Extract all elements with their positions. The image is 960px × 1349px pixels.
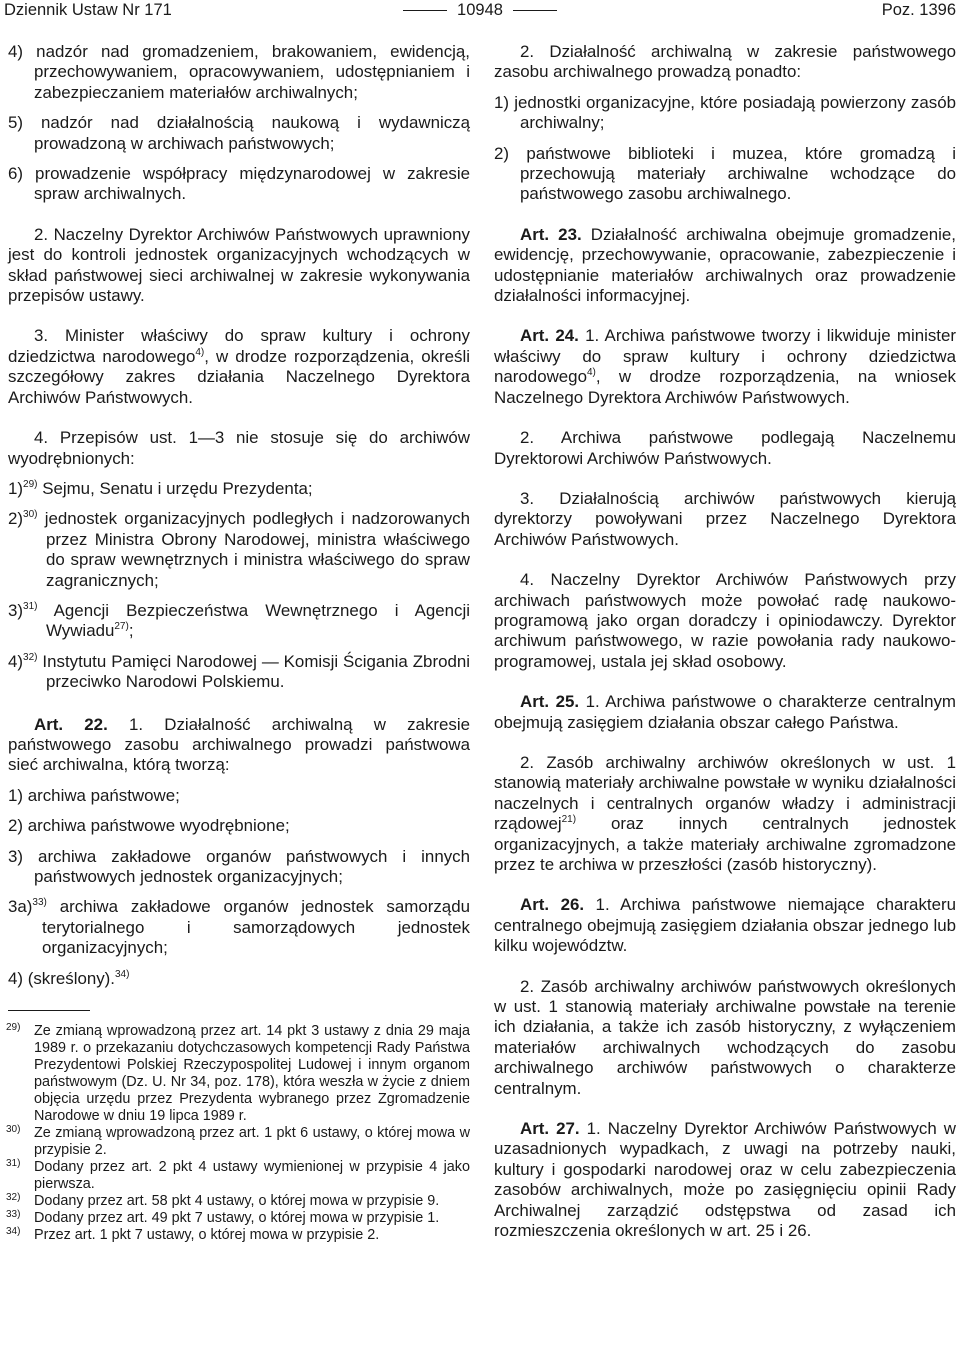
footnote-mark: 32)	[6, 1192, 21, 1204]
paragraph: 2. Zasób archiwalny archiwów państwowych określonych w ust. 1 stanowią materiały archiwalne powstałe na terenie ich działania, a także ich zasób historyczny, z wyłączeniem materiałów archiwalnych wchodzących do zasobu archiwalnego archiwów państwowych o charakterze centralnym.	[494, 976, 956, 1098]
footnote-ref: 34)	[115, 968, 130, 980]
paragraph-text: 2. Zasób archiwalny archiwów określonych w ust. 1 stanowią materiały archiwalne powstałe w wyniku działalności naczelnych i centralnych organów władzy i administracji rządowej	[494, 752, 956, 834]
footnote-mark: 29)	[6, 1022, 21, 1034]
footnote	[8, 1159, 470, 1193]
footnote	[8, 1210, 470, 1227]
footnote-ref: 29)	[23, 478, 38, 490]
article-title: Art. 25.	[520, 692, 580, 712]
article-title: Art. 22.	[34, 714, 108, 734]
list-item: 2) archiwa państwowe wyodrębnione;	[8, 816, 290, 836]
left-column	[8, 42, 470, 1244]
item-text: Sejmu, Senatu i urzędu Prezydenta;	[42, 478, 313, 498]
list-item: 5) nadzór nad działalnością naukową i wydawniczą prowadzoną w archiwach państwowych;	[8, 113, 470, 153]
journal-title: Dziennik Ustaw Nr 171	[4, 1, 172, 19]
footnotes	[8, 1023, 470, 1244]
item-text: ;	[128, 621, 134, 641]
paragraph-text: , w drodze rozporządzenia, określi szczegółowy zakres działania Naczelnego Dyrektora Archiwów Państwowych.	[8, 346, 470, 407]
list-item	[8, 601, 470, 642]
footnote-mark: 33)	[6, 1209, 21, 1221]
article-text: 1. Naczelny Dyrektor Archiwów Państwowych w uzasadnionych wypadkach, z uwagi na potrzeby nauki, kultury i gospodarki narodowej oraz w celu zabezpieczenia zasobów archiwalnych, może po zasięgnięciu opinii Rady Archiwalnej zarządzić odstępstwa od zasad ich rozmieszczenia określonych w art. 25 i 26.	[494, 1119, 957, 1241]
article-title: Art. 24.	[520, 326, 579, 346]
footnote-ref: 21)	[561, 814, 577, 826]
article-title: Art. 27.	[520, 1119, 580, 1139]
footnote-ref: 4)	[586, 367, 596, 379]
footnote-mark: 30)	[6, 1124, 21, 1136]
article-paragraph	[494, 692, 956, 733]
list-item	[8, 652, 470, 693]
paragraph	[494, 753, 956, 875]
article-paragraph	[494, 895, 956, 956]
footnote-text: Ze zmianą wprowadzoną przez art. 14 pkt 3 ustawy z dnia 29 maja 1989 r. o przekazaniu dotychczasowych kompetencji Rady Państwa Prezydentowi Polskiej Rzeczypospolitej Ludowej i innym organom państwowym (Dz. U. Nr 34, poz. 178), która weszła w życie z dniem objęcia urzędu przez Prezydenta wybranego przez Zgromadzenie Narodowe w dniu 19 lipca 1989 r.	[34, 1023, 470, 1125]
footnote-ref: 31)	[23, 600, 38, 612]
article-title: Art. 23.	[520, 224, 582, 244]
article-text: Działalność archiwalna obejmuje gromadzenie, ewidencję, przechowywanie, opracowanie, zabezpieczenie i udostępnianie materiałów archiwalnych oraz prowadzenie działalności informacyjnej.	[494, 224, 956, 306]
footnote-ref: 32)	[23, 651, 38, 663]
item-number: 2)	[8, 509, 24, 529]
footnote-text: Dodany przez art. 58 pkt 4 ustawy, o której mowa w przypisie 9.	[34, 1193, 440, 1210]
footnote-text: Ze zmianą wprowadzoną przez art. 1 pkt 6 ustawy, o której mowa w przypisie 2.	[34, 1125, 470, 1159]
footnote-ref: 30)	[23, 509, 38, 521]
paragraph: 2. Naczelny Dyrektor Archiwów Państwowych uprawniony jest do kontroli jednostek organizacyjnych wchodzących w skład państwowej sieci archiwalnej w zakresie wykonywania przepisów ustawy.	[8, 224, 470, 306]
item-text: Instytutu Pamięci Narodowej — Komisji Ścigania Zbrodni przeciwko Narodowi Polskiemu.	[42, 651, 471, 692]
paragraph: 4. Przepisów ust. 1—3 nie stosuje się do archiwów wyodrębnionych:	[8, 428, 470, 468]
item-text: Agencji Bezpieczeństwa Wewnętrznego i Agencji Wywiadu	[46, 600, 470, 641]
article-text: 1. Archiwa państwowe tworzy i likwiduje minister właściwy do spraw kultury i ochrony dziedzictwa narodowego	[494, 326, 956, 387]
article-text: 1. Archiwa państwowe o charakterze centralnym obejmują zasięgiem działania obszar całego Państwa.	[494, 692, 956, 732]
article-text: 1. Działalność archiwalną w zakresie państwowego zasobu archiwalnego prowadzi państwowa sieć archiwalna, którą tworzą:	[8, 714, 471, 775]
paragraph	[8, 326, 470, 408]
paragraph-text: oraz innych centralnych jednostek organizacyjnych, a także materiały archiwalne zgromadzone przez te archiwa w przeszłości (zasób historyczny).	[494, 814, 956, 874]
running-header	[4, 0, 956, 30]
dash-right	[513, 10, 557, 11]
list-item	[8, 479, 470, 499]
position-number: Poz. 1396	[881, 1, 956, 19]
article-text: , w drodze rozporządzenia, na wniosek Naczelnego Dyrektora Archiwów Państwowych.	[494, 367, 956, 407]
footnote	[8, 1227, 470, 1244]
list-item: 2) państwowe biblioteki i muzea, które gromadzą i przechowują materiały archiwalne wchodzące do państwowego zasobu archiwalnego.	[494, 143, 956, 204]
item-text: archiwa zakładowe organów jednostek samorządu terytorialnego i samorządowych jednostek organizacyjnych;	[42, 897, 470, 958]
article-paragraph	[8, 715, 470, 776]
footnote-mark: 34)	[6, 1226, 21, 1238]
list-item	[8, 897, 470, 958]
footnote	[8, 1125, 470, 1159]
item-text: 4) (skreślony).	[8, 968, 115, 988]
footnote-ref: 27)	[114, 621, 129, 633]
item-number: 3a)	[8, 897, 33, 917]
paragraph: 2. Działalność archiwalną w zakresie państwowego zasobu archiwalnego prowadzą ponadto:	[494, 42, 956, 82]
footnote-ref: 4)	[195, 346, 205, 358]
list-item: 6) prowadzenie współpracy międzynarodowej w zakresie spraw archiwalnych.	[8, 164, 470, 204]
list-item: 1) archiwa państwowe;	[8, 785, 180, 805]
article-paragraph	[494, 225, 956, 307]
paragraph: 3. Działalnością archiwów państwowych kierują dyrektorzy powoływani przez Naczelnego Dyrektora Archiwów Państwowych.	[494, 488, 956, 549]
right-column	[494, 42, 956, 1242]
footnote	[8, 1193, 470, 1210]
article-title: Art. 26.	[520, 895, 585, 915]
list-item	[8, 509, 470, 591]
footnote-text: Przez art. 1 pkt 7 ustawy, o której mowa w przypisie 2.	[34, 1227, 380, 1244]
article-paragraph	[494, 326, 956, 408]
list-item: 4) nadzór nad gromadzeniem, brakowaniem, ewidencją, przechowywaniem, opracowywaniem, udostępnianiem i zabezpieczaniem materiałów archiwalnych;	[8, 42, 470, 102]
item-number: 4)	[8, 651, 24, 671]
footnote	[8, 1023, 470, 1125]
footnote-ref: 33)	[32, 897, 47, 909]
page-number-block	[4, 0, 956, 20]
item-number: 1)	[8, 478, 24, 498]
item-text: jednostek organizacyjnych podległych i nadzorowanych przez Ministra Obrony Narodowej, ministra właściwego do spraw wewnętrznych i ministra właściwego do spraw zagranicznych;	[44, 509, 470, 590]
item-number: 3)	[8, 600, 24, 620]
list-item: 3) archiwa zakładowe organów państwowych i innych państwowych jednostek organizacyjnych;	[8, 846, 470, 886]
article-paragraph	[494, 1119, 956, 1241]
footnote-text: Dodany przez art. 2 pkt 4 ustawy wymienionej w przypisie 4 jako pierwsza.	[34, 1159, 470, 1193]
dash-left	[403, 10, 447, 11]
paragraph: 4. Naczelny Dyrektor Archiwów Państwowych przy archiwach państwowych może powołać radę naukowo-programową jako organ doradczy i opiniodawczy. Dyrektor archiwum państwowego, w razie powołania rady naukowo-programowej, ustala jej skład osobowy.	[494, 570, 956, 671]
footnote-mark: 31)	[6, 1158, 21, 1170]
page-number: 10948	[457, 1, 503, 19]
list-item: 1) jednostki organizacyjne, które posiadają powierzony zasób archiwalny;	[494, 92, 956, 133]
paragraph: 2. Archiwa państwowe podlegają Naczelnemu Dyrektorowi Archiwów Państwowych.	[494, 428, 956, 468]
footnote-text: Dodany przez art. 49 pkt 7 ustawy, o której mowa w przypisie 1.	[34, 1210, 440, 1227]
article-text: 1. Archiwa państwowe niemające charakteru centralnego obejmują zasięgiem działania obszar jednego lub kilku województw.	[494, 895, 956, 956]
list-item	[8, 969, 470, 989]
paragraph-text: 3. Minister właściwy do spraw kultury i ochrony dziedzictwa narodowego	[8, 326, 470, 366]
footnote-separator	[8, 1010, 90, 1011]
